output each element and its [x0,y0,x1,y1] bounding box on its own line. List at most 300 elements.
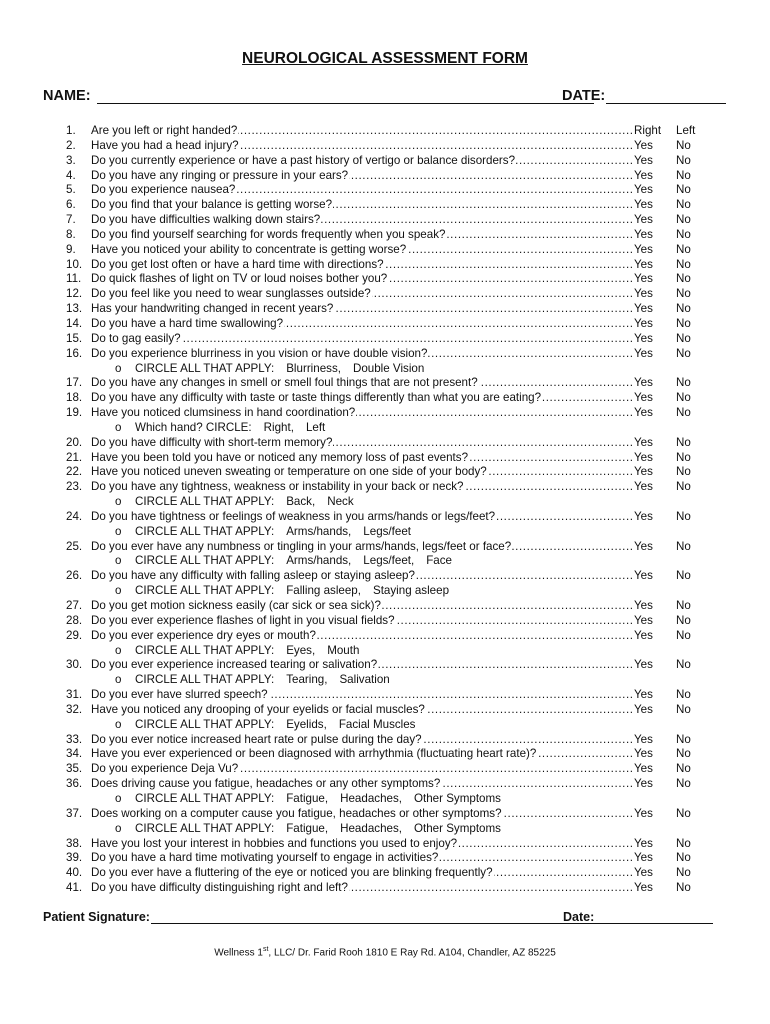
answer-yes[interactable]: Yes [634,153,653,167]
question-text-wrap [91,139,633,154]
question-number: 28. [66,613,83,627]
signature-row [43,910,726,928]
circle-option[interactable]: Eyes, [286,643,316,657]
answer-no[interactable]: No [676,302,691,316]
answer-no[interactable]: No [676,376,691,390]
question-text: Has your handwriting changed in recent years? [91,302,334,316]
answer-no[interactable]: No [676,138,691,152]
circle-options-row [0,644,770,659]
circle-label: CIRCLE ALL THAT APPLY: [135,495,275,509]
question-row [0,762,770,777]
answer-no[interactable]: No [676,747,691,761]
answer-no[interactable]: No [676,227,691,241]
question-number: 20. [66,435,83,449]
answer-yes[interactable]: Yes [634,450,653,464]
answer-no[interactable]: No [676,688,691,702]
answer-yes[interactable]: Right [634,124,662,137]
answer-no[interactable]: No [676,391,691,405]
question-row [0,881,770,896]
question-row [0,376,770,391]
question-row [0,480,770,495]
circle-options-row [0,362,770,377]
question-row [0,139,770,154]
question-text-wrap [91,703,633,718]
circle-option[interactable]: Salivation [339,673,390,687]
question-row [0,287,770,302]
answer-no[interactable]: No [676,198,691,212]
circle-options-row [0,525,770,540]
answer-yes[interactable]: Yes [634,227,653,241]
question-text: Do you ever have slurred speech? [91,688,268,702]
question-text-wrap [91,733,633,748]
question-text-wrap [91,510,633,525]
circle-bullet-icon: o [115,495,122,509]
signature-date-field[interactable] [599,923,713,924]
answer-no[interactable]: No [676,777,691,791]
circle-options [115,554,452,569]
question-text: Do you feel like you need to wear sunglasses outside? [91,287,371,301]
circle-option[interactable]: Legs/feet [363,524,411,538]
answer-no[interactable]: No [676,257,691,271]
question-text: Do you have any difficulty with taste or taste things differently than what you are eating? [91,391,542,405]
circle-label: CIRCLE ALL THAT APPLY: [135,791,275,805]
question-number: 10. [66,257,83,271]
question-text-wrap [91,777,633,792]
question-number: 21. [66,450,83,464]
question-row [0,302,770,317]
circle-bullet-icon: o [115,554,122,568]
question-text: Do you experience blurriness in you vision or have double vision? [91,346,428,360]
circle-label: CIRCLE ALL THAT APPLY: [135,673,275,687]
circle-bullet-icon: o [115,524,122,538]
name-field[interactable] [97,103,594,104]
answer-yes[interactable]: Yes [634,539,653,553]
question-number: 40. [66,866,83,880]
answer-no[interactable]: No [676,806,691,820]
circle-label: Which hand? CIRCLE: [135,420,252,434]
question-text: Do you get lost often or have a hard time with directions? [91,257,384,271]
question-text: Have you ever experienced or been diagnosed with arrhythmia (fluctuating heart rate)? [91,747,537,761]
question-row [0,866,770,881]
question-text-wrap [91,332,633,347]
circle-label: CIRCLE ALL THAT APPLY: [135,643,275,657]
question-text: Do you ever notice increased heart rate or pulse during the day? [91,732,422,746]
question-row [0,688,770,703]
question-text: Do you have difficulties walking down stairs? [91,213,321,227]
circle-label: CIRCLE ALL THAT APPLY: [135,524,275,538]
circle-bullet-icon: o [115,717,122,731]
question-text-wrap [91,213,633,228]
question-row [0,465,770,480]
form-title: NEUROLOGICAL ASSESSMENT FORM [242,50,528,67]
answer-yes[interactable]: Yes [634,881,653,895]
question-number: 25. [66,539,83,553]
question-text: Do you ever experience increased tearing or salivation? [91,658,378,672]
answer-no[interactable]: No [676,346,691,360]
question-text-wrap [91,837,633,852]
question-text-wrap [91,747,633,762]
question-number: 34. [66,747,83,761]
answer-no[interactable]: No [676,881,691,895]
question-text-wrap [91,465,633,480]
answer-yes[interactable]: Yes [634,599,653,612]
answer-no[interactable]: No [676,435,691,449]
circle-option[interactable]: Fatigue, [286,791,329,805]
answer-no[interactable]: No [676,406,691,420]
circle-option[interactable]: Falling asleep, [286,584,361,598]
question-number: 16. [66,346,83,360]
circle-options-row [0,421,770,436]
answer-yes[interactable]: Yes [634,806,653,820]
answer-no[interactable]: No [676,168,691,182]
question-text: Have you noticed uneven sweating or temperature on one side of your body? [91,465,487,479]
answer-yes[interactable]: Yes [634,138,653,152]
question-text-wrap [91,406,633,421]
question-text-wrap [91,347,633,362]
answer-no[interactable]: No [676,569,691,583]
question-row [0,599,770,614]
question-text: Do to gag easily? [91,331,181,345]
question-text-wrap [91,688,633,703]
question-text-wrap [91,154,633,169]
question-number: 4. [66,168,76,182]
answer-no[interactable]: No [676,509,691,523]
circle-option[interactable]: Eyelids, [286,717,327,731]
signature-field[interactable] [151,923,599,924]
answer-yes[interactable]: Yes [634,465,653,479]
circle-options-row [0,673,770,688]
question-row [0,228,770,243]
circle-options-row [0,822,770,837]
circle-bullet-icon: o [115,584,122,598]
answer-yes[interactable]: Yes [634,183,653,197]
question-row [0,540,770,555]
question-text-wrap [91,198,633,213]
name-label: NAME: [43,88,91,104]
question-text: Do you have difficulty distinguishing right and left? [91,881,348,895]
question-row [0,747,770,762]
question-number: 29. [66,628,83,642]
circle-option[interactable]: Left [305,420,326,434]
question-number: 24. [66,509,83,523]
circle-options [115,495,354,510]
circle-option[interactable]: Staying asleep [372,584,450,598]
signature-label: Patient Signature: [43,910,150,924]
circle-option[interactable]: Legs/feet, [363,554,415,568]
question-number: 7. [66,213,76,227]
answer-no[interactable]: No [676,732,691,746]
question-row [0,629,770,644]
question-number: 9. [66,242,76,256]
answer-no[interactable]: No [676,480,691,494]
question-text: Does working on a computer cause you fatigue, headaches or other symptoms? [91,806,502,820]
answer-yes[interactable]: Yes [634,213,653,227]
answer-yes[interactable]: Yes [634,302,653,316]
question-text: Do you have tightness or feelings of weakness in you arms/hands or legs/feet? [91,509,496,523]
question-text: Does driving cause you fatigue, headaches or any other symptoms? [91,777,441,791]
circle-options [115,792,501,807]
answer-yes[interactable]: Yes [634,346,653,360]
answer-no[interactable]: No [676,242,691,256]
circle-option[interactable]: Headaches, [340,821,402,835]
answer-yes[interactable]: Yes [634,272,653,286]
answer-yes[interactable]: Yes [634,762,653,776]
answer-yes[interactable]: Yes [634,851,653,865]
answer-no[interactable]: No [676,153,691,167]
circle-option[interactable]: Double Vision [352,361,425,375]
question-row [0,169,770,184]
question-text: Are you left or right handed? [91,124,238,137]
answer-no[interactable]: No [676,539,691,553]
circle-label: CIRCLE ALL THAT APPLY: [135,821,275,835]
answer-yes[interactable]: Yes [634,391,653,405]
answer-yes[interactable]: Yes [634,331,653,345]
answer-no[interactable]: No [676,287,691,301]
question-number: 27. [66,599,83,612]
question-text-wrap [91,287,633,302]
question-text-wrap [91,169,633,184]
circle-option[interactable]: Other Symptoms [413,821,501,835]
circle-options-row [0,584,770,599]
circle-option[interactable]: Fatigue, [286,821,329,835]
circle-options-row [0,792,770,807]
question-number: 19. [66,406,83,420]
circle-options [115,644,359,659]
name-date-row [43,88,726,108]
answer-no[interactable]: No [676,658,691,672]
answer-yes[interactable]: Yes [634,480,653,494]
answer-yes[interactable]: Yes [634,509,653,523]
circle-options [115,421,325,436]
answer-no[interactable]: No [676,762,691,776]
question-text-wrap [91,569,633,584]
answer-no[interactable]: No [676,465,691,479]
question-number: 17. [66,376,83,390]
question-row [0,272,770,287]
signature-date-label: Date: [563,910,595,924]
circle-label: CIRCLE ALL THAT APPLY: [135,361,275,375]
circle-option[interactable]: Right, [263,420,294,434]
question-row [0,851,770,866]
question-text-wrap [91,124,633,139]
answer-no[interactable]: No [676,331,691,345]
circle-options-row [0,554,770,569]
answer-yes[interactable]: Yes [634,406,653,420]
question-text: Do you get motion sickness easily (car sick or sea sick)? [91,599,381,612]
question-list [0,124,770,896]
question-text: Do you have a hard time motivating yourself to engage in activities? [91,851,439,865]
question-row [0,154,770,169]
answer-yes[interactable]: Yes [634,628,653,642]
footer-pre: Wellness 1 [214,947,263,959]
circle-option[interactable]: Arms/hands, [286,524,352,538]
circle-label: CIRCLE ALL THAT APPLY: [135,584,275,598]
question-text: Have you lost your interest in hobbies and functions you used to enjoy? [91,836,458,850]
circle-option[interactable]: Facial Muscles [338,717,416,731]
answer-yes[interactable]: Yes [634,287,653,301]
question-row [0,317,770,332]
circle-label: CIRCLE ALL THAT APPLY: [135,554,275,568]
question-row [0,658,770,673]
question-text-wrap [91,302,633,317]
answer-yes[interactable]: Yes [634,569,653,583]
answer-yes[interactable]: Yes [634,732,653,746]
question-text-wrap [91,881,633,896]
answer-yes[interactable]: Yes [634,836,653,850]
question-text: Have you noticed your ability to concentrate is getting worse? [91,242,407,256]
question-text-wrap [91,866,633,881]
circle-option[interactable]: Face [426,554,452,568]
question-text: Have you had a head injury? [91,138,239,152]
question-text: Do you have any ringing or pressure in your ears? [91,168,349,182]
circle-option[interactable]: Headaches, [340,791,402,805]
answer-yes[interactable]: Yes [634,376,653,390]
answer-no[interactable]: No [676,183,691,197]
answer-yes[interactable]: Yes [634,658,653,672]
question-number: 32. [66,702,83,716]
question-row [0,347,770,362]
answer-yes[interactable]: Yes [634,198,653,212]
footer [0,946,770,958]
answer-no[interactable]: No [676,851,691,865]
circle-option[interactable]: Neck [327,495,354,509]
question-row [0,837,770,852]
answer-no[interactable]: No [676,599,691,612]
circle-bullet-icon: o [115,420,122,434]
answer-no[interactable]: No [676,866,691,880]
question-row [0,807,770,822]
answer-yes[interactable]: Yes [634,316,653,330]
question-row [0,213,770,228]
question-number: 8. [66,227,76,241]
answer-no[interactable]: No [676,213,691,227]
answer-no[interactable]: No [676,613,691,627]
question-text: Have you noticed clumsiness in hand coordination? [91,406,356,420]
question-number: 15. [66,331,83,345]
question-number: 12. [66,287,83,301]
question-number: 37. [66,806,83,820]
circle-bullet-icon: o [115,791,122,805]
answer-no[interactable]: No [676,316,691,330]
question-number: 36. [66,777,83,791]
question-text: Do you have any difficulty with falling asleep or staying asleep? [91,569,415,583]
question-text-wrap [91,317,633,332]
answer-no[interactable]: No [676,272,691,286]
circle-option[interactable]: Tearing, [286,673,328,687]
question-row [0,406,770,421]
question-row [0,510,770,525]
question-number: 1. [66,124,76,137]
question-number: 35. [66,762,83,776]
question-number: 22. [66,465,83,479]
question-text: Do you ever experience dry eyes or mouth? [91,628,316,642]
question-row [0,258,770,273]
circle-options-row [0,718,770,733]
question-text: Do you have any tightness, weakness or instability in your back or neck? [91,480,464,494]
question-number: 39. [66,851,83,865]
answer-yes[interactable]: Yes [634,747,653,761]
question-number: 31. [66,688,83,702]
question-text-wrap [91,272,633,287]
circle-option[interactable]: Back, [286,495,316,509]
answer-yes[interactable]: Yes [634,702,653,716]
answer-yes[interactable]: Yes [634,613,653,627]
answer-yes[interactable]: Yes [634,435,653,449]
question-text-wrap [91,243,633,258]
circle-bullet-icon: o [115,361,122,375]
question-text: Have you been told you have or noticed any memory loss of past events? [91,450,469,464]
question-text-wrap [91,376,633,391]
question-text-wrap [91,183,633,198]
footer-post: , LLC/ Dr. Farid Rooh 1810 E Ray Rd. A104, Chandler, AZ 85225 [268,947,556,959]
question-text: Have you noticed any drooping of your eyelids or facial muscles? [91,702,425,716]
circle-options [115,584,449,599]
date-field[interactable] [606,103,726,104]
question-text: Do you have difficulty with short-term memory? [91,435,333,449]
question-number: 38. [66,836,83,850]
circle-option[interactable]: Blurriness, [286,361,341,375]
question-text: Do you ever have any numbness or tingling in your arms/hands, legs/feet or face? [91,539,512,553]
circle-option[interactable]: Arms/hands, [286,554,352,568]
question-text: Do you experience nausea? [91,183,236,197]
question-text: Do you find that your balance is getting worse? [91,198,333,212]
answer-yes[interactable]: Yes [634,242,653,256]
question-row [0,183,770,198]
question-number: 26. [66,569,83,583]
question-row [0,733,770,748]
question-number: 23. [66,480,83,494]
circle-bullet-icon: o [115,643,122,657]
answer-no[interactable]: No [676,628,691,642]
answer-yes[interactable]: Yes [634,168,653,182]
circle-option[interactable]: Other Symptoms [413,791,501,805]
answer-yes[interactable]: Yes [634,688,653,702]
answer-yes[interactable]: Yes [634,866,653,880]
answer-no[interactable]: No [676,836,691,850]
answer-no[interactable]: Left [676,124,696,137]
question-row [0,777,770,792]
question-text-wrap [91,762,633,777]
question-text-wrap [91,658,633,673]
question-row [0,243,770,258]
circle-options [115,362,424,377]
answer-yes[interactable]: Yes [634,257,653,271]
question-number: 18. [66,391,83,405]
circle-options-row [0,495,770,510]
question-text-wrap [91,599,633,614]
question-text: Do you have a hard time swallowing? [91,316,284,330]
question-number: 14. [66,316,83,330]
circle-options [115,822,501,837]
question-number: 33. [66,732,83,746]
question-row [0,703,770,718]
question-number: 2. [66,138,76,152]
question-row [0,569,770,584]
circle-option[interactable]: Mouth [327,643,360,657]
question-number: 11. [66,272,82,286]
question-number: 41. [66,881,83,895]
question-text: Do you find yourself searching for words frequently when you speak? [91,227,446,241]
answer-yes[interactable]: Yes [634,777,653,791]
question-text-wrap [91,391,633,406]
question-row [0,451,770,466]
circle-label: CIRCLE ALL THAT APPLY: [135,717,275,731]
circle-options [115,718,415,733]
answer-no[interactable]: No [676,702,691,716]
question-text-wrap [91,480,633,495]
answer-no[interactable]: No [676,450,691,464]
question-text: Do you experience Deja Vu? [91,762,239,776]
